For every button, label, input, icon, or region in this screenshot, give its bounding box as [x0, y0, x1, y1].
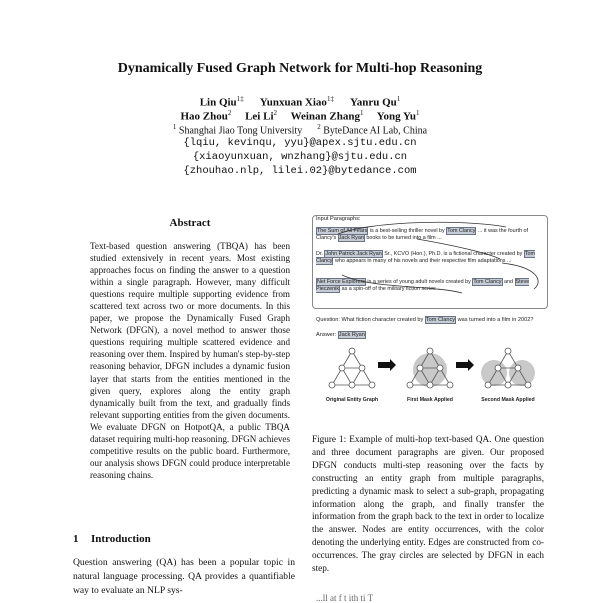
entity-highlight: Jack Ryan [338, 235, 364, 241]
graph-node [369, 382, 375, 388]
author-line-1 [0, 95, 600, 109]
arrow-right-icon [378, 359, 396, 371]
graph-node [505, 348, 511, 354]
entity-highlight: John Patrick Jack Ryan [325, 251, 382, 257]
paragraph-text: who appears in many of his novels and their respective film adaptations ... [333, 258, 512, 264]
arrow [417, 239, 500, 259]
arrow [502, 263, 538, 289]
graph-node [407, 382, 413, 388]
entity-highlight: Tom Clancy [473, 279, 502, 285]
entity-highlight: Net Force Explorers [317, 279, 365, 285]
paragraph-text: Dr. [316, 251, 325, 257]
entity-graphs [312, 343, 548, 405]
author-name: Yunxuan Xiao [259, 96, 327, 109]
abstract-heading: Abstract [169, 217, 211, 229]
email-line: {lqiu, kevinqu, yyu}@apex.sjtu.edu.cn [183, 137, 417, 149]
author-name: Weinan Zhang [290, 110, 360, 123]
box-label: Input Paragraphs: [316, 216, 361, 222]
section-number: 1 [73, 533, 79, 545]
paragraph-text: is a series of young adult novels created by [365, 279, 473, 285]
graph-node [447, 382, 453, 388]
graph-node [339, 365, 345, 371]
author-name: Lin Qiu [199, 96, 237, 109]
answer-line [316, 332, 366, 339]
entity-highlight: Steve Pieczenik [316, 279, 530, 292]
graph-node [329, 382, 335, 388]
author-mark: 2 [227, 109, 232, 117]
arrow [342, 275, 462, 293]
author-name: Yong Yu [376, 110, 417, 123]
graph-node [427, 348, 433, 354]
graph-node [495, 365, 501, 371]
question-text: Question: What fiction character created by [316, 317, 425, 323]
paragraph-text: ... it was the fourth of Clancy's [316, 228, 528, 241]
first-mask-graph [407, 348, 453, 388]
author-mark: 1 [359, 109, 364, 117]
graph-label: Original Entity Graph [325, 397, 379, 403]
graph-node [349, 348, 355, 354]
paragraph-text: Sr., KCVO (Hon.), Ph.D. is a fictional character created by [382, 251, 524, 257]
entity-highlight: Tom Clancy [425, 317, 456, 323]
author-mark: 2 [273, 109, 277, 117]
original-entity-graph [329, 348, 375, 388]
author-line-2 [0, 109, 600, 123]
affil-mark: 2 [317, 123, 321, 131]
question-text: was turned into a film in 2002? [456, 317, 534, 323]
paragraph-text: is a best-selling thriller novel by [368, 228, 447, 234]
paragraph-text: as a spin-off of the military fiction series ... [340, 286, 442, 292]
section-title: Introduction [91, 533, 151, 545]
graph-label: First Mask Applied [407, 397, 453, 403]
entity-highlight: Tom Clancy [447, 228, 476, 234]
graph-node [515, 365, 521, 371]
graph-node [485, 382, 491, 388]
graph-node [505, 382, 511, 388]
email-line: {zhouhao.nlp, lilei.02}@bytedance.com [183, 165, 417, 177]
author-mark: 1‡ [326, 95, 334, 103]
paragraph-text: books to be turned into a film ... [364, 235, 442, 241]
entity-highlight: The Sum of All Fears [317, 228, 368, 234]
affiliations [0, 123, 600, 136]
intro-text: Question answering (QA) has been a popular topic in natural language processing. QA provides a quantifiable way to evaluate an NLP sys- [73, 557, 295, 596]
affiliation: Shanghai Jiao Tong University [178, 125, 303, 137]
second-mask-graph [481, 348, 535, 388]
arrow [338, 222, 506, 234]
affil-mark: 1 [172, 123, 177, 131]
entity-highlight: Tom Clancy [316, 251, 536, 264]
section-heading [73, 533, 151, 545]
mask-circle [481, 360, 507, 386]
graph-node [417, 365, 423, 371]
figure-caption: Figure 1: Example of multi-hop text-based QA. One question and three document paragraphs are given. Our proposed DFGN conducts multi-step reasoning over the facts by constructing an entity graph from multiple paragraphs, predicting a dynamic mask to select a sub-graph, propagating information along the graph, and finally transfer the information from the graph back to the text in order to localize the answer. Nodes are entity occurrences, with the color denoting the underlying entity. Edges are constructed from co-occurrences. The gray circles are selected by DFGN in each step. [312, 434, 544, 574]
paper-title: Dynamically Fused Graph Network for Multi-hop Reasoning [117, 61, 483, 76]
cut-off-text: ...ll at f t ith ti T [316, 593, 374, 603]
author-mark: 1 [396, 95, 401, 103]
abstract-text: Text-based question answering (TBQA) has been studied extensively in recent years. Most existing approaches focus on finding the answer to a question within a single paragraph. However, many difficult questions require multiple supporting evidence from scattered text across two or more documents. In this paper, we propose the Dynamically Fused Graph Network (DFGN), a novel method to answer those questions requiring multiple scattered evidence and reasoning over them. Inspired by human's step-by-step reasoning behavior, DFGN includes a dynamic fusion layer that starts from the entities mentioned in the given query, explores along the entity graph dynamically built from the text, and gradually finds relevant supporting entities from the given documents. We evaluate DFGN on HotpotQA, a public TBQA dataset requiring multi-hop reasoning. DFGN achieves competitive results on the public board. Furthermore, our analysis shows DFGN could produce interpretable reasoning chains. [90, 241, 290, 480]
author-name: Lei Li [245, 110, 274, 123]
arrow-right-icon [456, 359, 474, 371]
reasoning-arrows [312, 215, 548, 311]
mask-circle [509, 360, 535, 386]
graph-node [427, 382, 433, 388]
graph-label: Second Mask Applied [481, 397, 535, 403]
author-mark: 1‡ [236, 95, 244, 103]
paragraph-text: and [502, 279, 515, 285]
answer-label: Answer: [316, 332, 338, 338]
question-line [316, 317, 540, 324]
email-line: {xiaoyunxuan, wnzhang}@sjtu.edu.cn [192, 151, 408, 163]
graph-node [349, 382, 355, 388]
affiliation: ByteDance AI Lab, China [323, 125, 428, 137]
figure-1 [312, 215, 548, 423]
graph-node [525, 382, 531, 388]
author-name: Yanru Qu [350, 96, 397, 109]
graph-node [437, 365, 443, 371]
graph-node [359, 365, 365, 371]
author-mark: 1 [416, 109, 420, 117]
entity-highlight: Jack Ryan [338, 332, 365, 338]
author-name: Hao Zhou [180, 110, 228, 123]
